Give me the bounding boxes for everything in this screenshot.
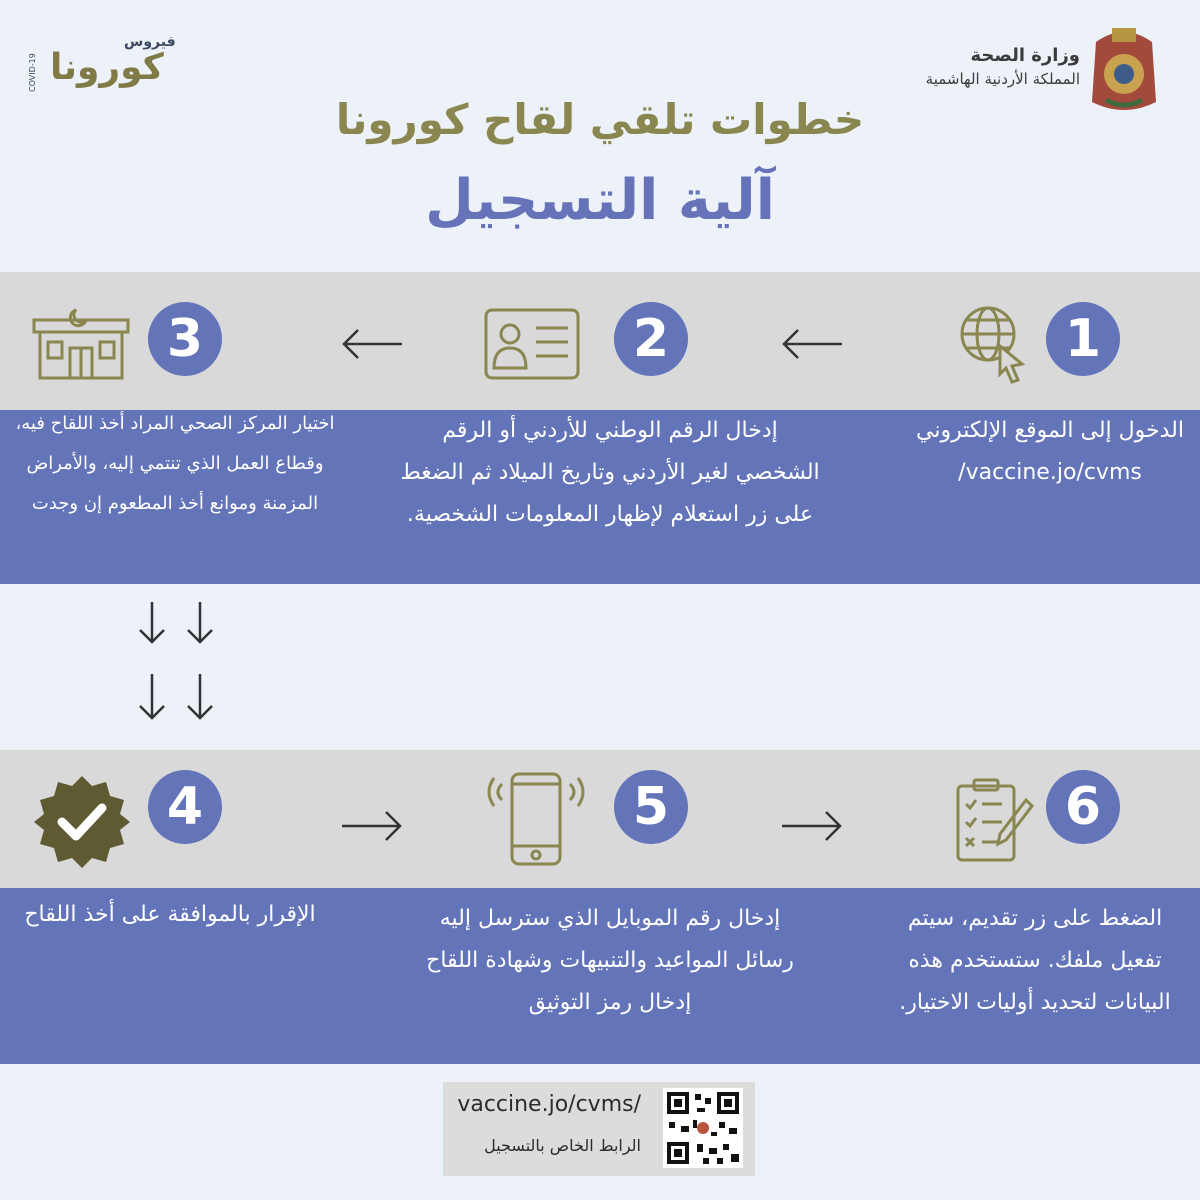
ministry-header — [926, 44, 1080, 90]
ministry-name: وزارة الصحة — [970, 45, 1080, 66]
step6-text: الضغط على زر تقديم، سيتم تفعيل ملفك. ستستخدم هذه البيانات لتحديد أوليات الاختيار. — [899, 906, 1171, 1015]
corona-logo-big-text: كورونا — [50, 47, 164, 88]
registration-caption: الرابط الخاص بالتسجيل — [484, 1136, 641, 1155]
arrow-left-icon — [780, 328, 844, 360]
step2-number: 2 — [614, 302, 688, 376]
corona-logo — [28, 34, 178, 94]
registration-link-box[interactable] — [443, 1082, 755, 1176]
health-center-icon — [32, 306, 130, 382]
page-subtitle: آلية التسجيل — [425, 168, 775, 233]
registration-url[interactable]: vaccine.jo/cvms/ — [457, 1092, 641, 1117]
kingdom-name: المملكة الأردنية الهاشمية — [925, 70, 1080, 88]
step1-number: 1 — [1046, 302, 1120, 376]
step5-number: 5 — [614, 770, 688, 844]
arrow-right-icon-2 — [780, 810, 844, 842]
mobile-phone-icon — [486, 770, 586, 868]
arrow-left-icon-2 — [340, 328, 404, 360]
corona-logo-small-text: فيروس — [124, 34, 176, 50]
covid-label: COVID-19 — [28, 53, 37, 92]
step5-text: إدخال رقم الموبايل الذي سترسل إليه رسائل المواعيد والتنبيهات وشهادة اللقاح إدخال رمز التوثيق — [426, 906, 794, 1015]
id-card-icon — [484, 308, 580, 380]
step6-number: 6 — [1046, 770, 1120, 844]
step2-text: إدخال الرقم الوطني للأردني أو الرقم الشخصي لغير الأردني وتاريخ الميلاد ثم الضغط على زر استعلام لإظهار المعلومات الشخصية. — [400, 418, 820, 527]
verified-badge-icon — [34, 774, 130, 870]
globe-cursor-icon — [956, 302, 1028, 386]
arrow-down-icon — [130, 598, 230, 728]
step4-number: 4 — [148, 770, 222, 844]
step3-number: 3 — [148, 302, 222, 376]
step4-text: الإقرار بالموافقة على أخذ اللقاح — [24, 902, 316, 927]
qr-code-icon[interactable] — [663, 1088, 743, 1168]
step1-text: الدخول إلى الموقع الإلكتروني vaccine.jo/cvms/ — [916, 418, 1184, 485]
checklist-icon — [954, 778, 1034, 862]
page-title: خطوات تلقي لقاح كورونا — [335, 95, 865, 144]
step3-text: اختيار المركز الصحي المراد أخذ اللقاح فيه، وقطاع العمل الذي تنتمي إليه، والأمراض المزمنة وموانع أخذ المطعوم إن وجدت — [15, 413, 335, 514]
arrow-right-icon — [340, 810, 404, 842]
